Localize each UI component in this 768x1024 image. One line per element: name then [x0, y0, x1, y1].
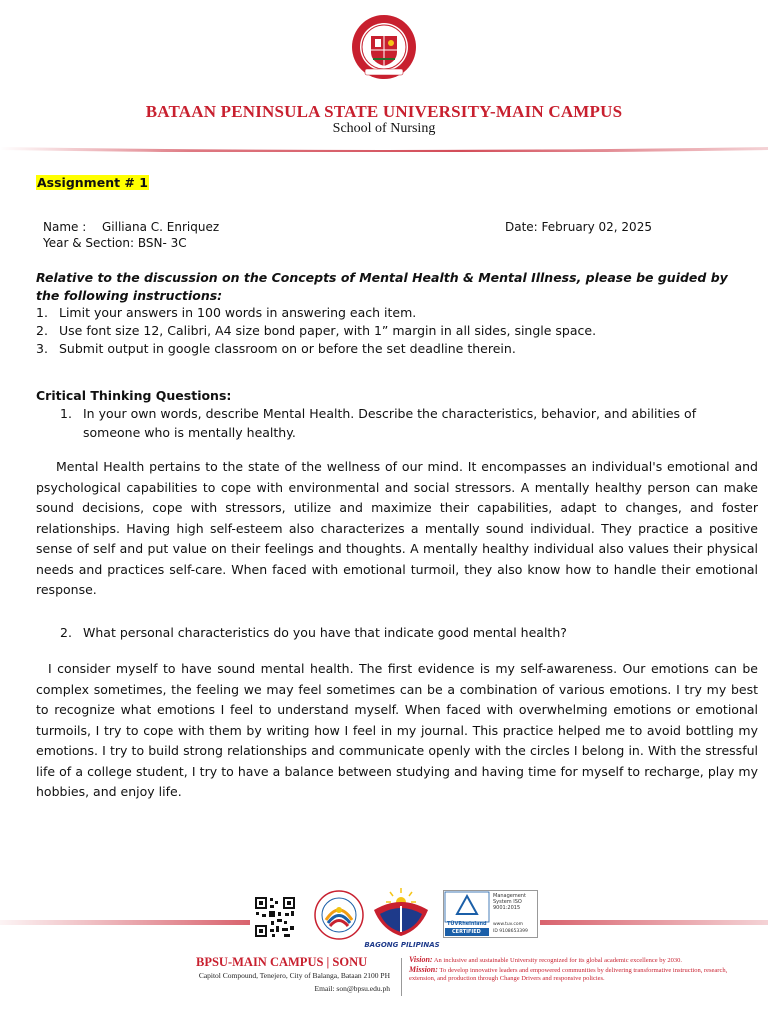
tuv-brand: TÜVRheinland — [447, 921, 487, 927]
instruction-item: 3. Submit output in google classroom on or before the set deadline therein. — [36, 341, 516, 356]
tuv-certified: CERTIFIED — [452, 929, 481, 935]
answer-2: I consider myself to have sound mental health. The first evidence is my self-awareness. Our emotions can be complex sometimes, the feeling we may feel sometimes can be a combination of various emotions. I try my best to recognize what emotions I feel to understand myself. When faced with overwhelming emotions or emotional turmoils, I try to cope with them by writing how I feel in my journal. This practice helped me to avoid bottling my emotions. I try to build strong relationships and communicate openly with the circles I belong in. With the stressful life of a college student, I try to have a balance between studying and having time for myself to recharge, play my hobbies, and enjoy life. — [36, 661, 758, 799]
bagong-pilipinas-logo — [370, 880, 432, 942]
critical-thinking-heading: Critical Thinking Questions: — [36, 388, 232, 403]
footer-vertical-divider — [401, 958, 402, 996]
footer-campus-name: BPSU-MAIN CAMPUS | SONU — [196, 955, 368, 969]
tuv-url: www.tuv.com — [493, 922, 524, 927]
tuv-cert-text: Management System ISO 9001:2015 — [493, 893, 526, 911]
instructions-intro: Relative to the discussion on the Concepts of Mental Health & Mental Illness, please be guided by the following instructions: — [36, 270, 728, 303]
tuv-id: ID 9108653399 — [493, 929, 528, 934]
qr-code-icon — [254, 896, 296, 938]
university-seal-logo — [351, 14, 417, 80]
instructions-list — [36, 304, 756, 358]
vision-statement — [409, 956, 739, 965]
tuv-certification-badge — [443, 890, 538, 938]
year-section: Year & Section: BSN- 3C — [43, 236, 187, 250]
vision-label: Vision: — [409, 955, 433, 964]
university-name: BATAAN PENINSULA STATE UNIVERSITY-MAIN CAMPUS — [145, 102, 623, 121]
question-2: 2. What personal characteristics do you have that indicate good mental health? — [60, 625, 567, 640]
school-name: School of Nursing — [332, 121, 436, 136]
name-label: Name : — [43, 220, 87, 234]
student-name: Gilliana C. Enriquez — [102, 220, 220, 234]
instruction-item: 2. Use font size 12, Calibri, A4 size bond paper, with 1” margin in all sides, single space. — [36, 323, 597, 338]
bagong-pilipinas-text: BAGONG PILIPINAS — [364, 941, 440, 949]
sonu-seal-logo — [314, 890, 364, 940]
footer-divider-right — [540, 920, 768, 925]
answer-1: Mental Health pertains to the state of the wellness of our mind. It encompasses an individual's emotional and psychological capabilities to cope with environmental and social stressors. A mentally healthy person can make sound decisions, cope with stressors, utilize and maximize their capabilities, adapt to changes, and foster relationships. Having high self-esteem also characterizes a mentally sound individual. They practice a positive sense of self and put value on their feelings and thoughts. A mentally healthy individual also values their physical needs and practices self-care. When faced with emotional turmoil, they also know how to handle their emotional response. — [36, 459, 758, 597]
footer-address: Capitol Compound, Tenejero, City of Balanga, Bataan 2100 PH — [198, 971, 390, 980]
submission-date: Date: February 02, 2025 — [505, 220, 652, 234]
footer-divider-left — [0, 920, 250, 925]
mission-label: Mission: — [409, 965, 438, 974]
question-1: 1. In your own words, describe Mental Health. Describe the characteristics, behavior, and abilities of someone who is mentally healthy. — [60, 406, 697, 440]
footer-email: Email: son@bpsu.edu.ph — [314, 984, 390, 993]
header-divider — [0, 146, 768, 152]
mission-text: To develop innovative leaders and empowered communities by delivering transformative instruction, research, extension, and production through Change Drivers and responsive policies. — [409, 967, 728, 982]
assignment-title: Assignment # 1 — [37, 175, 148, 190]
mission-statement — [409, 966, 739, 983]
vision-text: An inclusive and sustainable University recognized for its global academic excellence by 2030. — [433, 957, 683, 964]
instruction-item: 1. Limit your answers in 100 words in answering each item. — [36, 305, 417, 320]
